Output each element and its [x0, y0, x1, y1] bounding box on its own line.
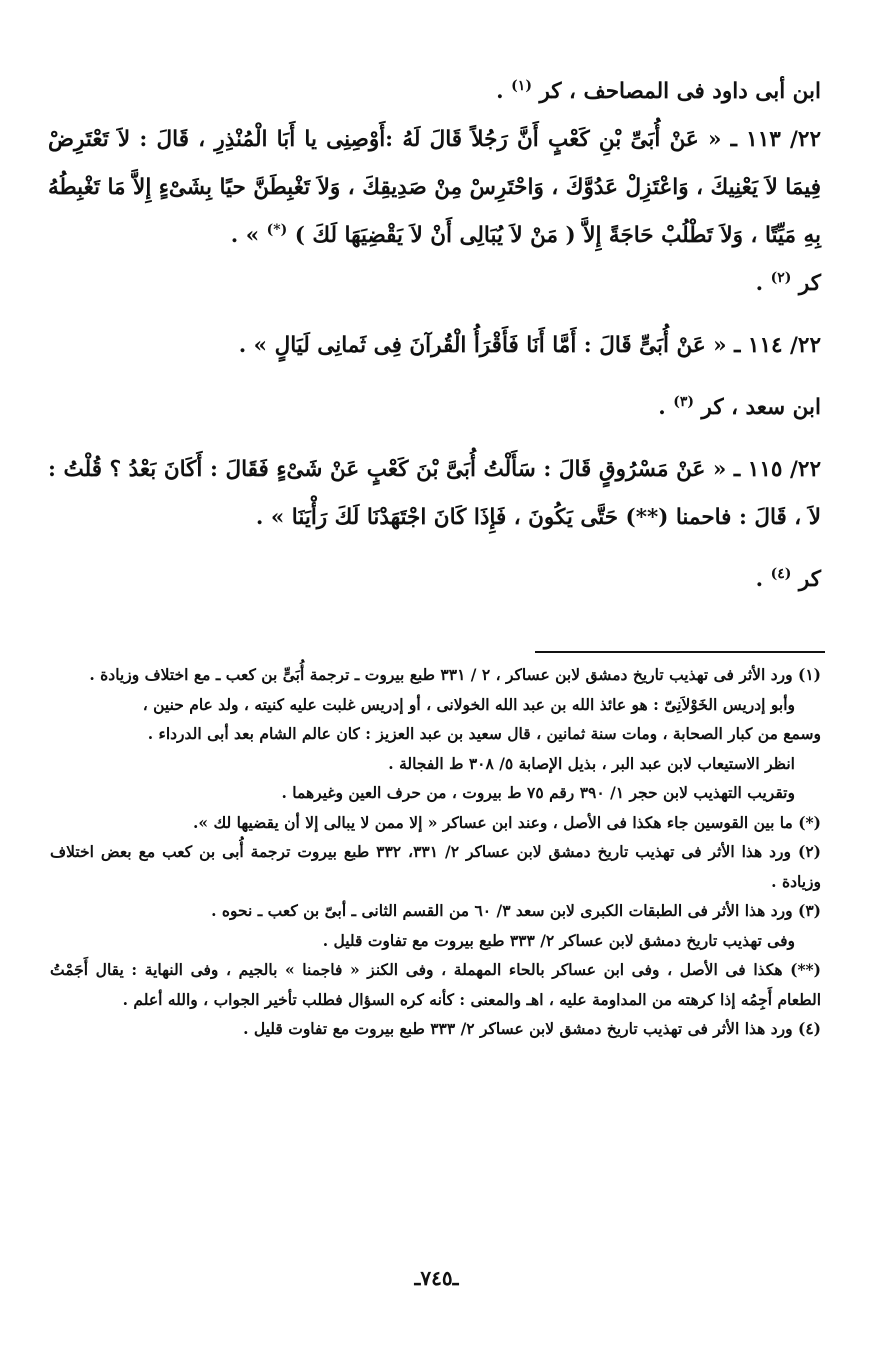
footnote-ref-4: (٤) — [770, 565, 792, 582]
footnote-3-note: وفى تهذيب تاريخ دمشق لابن عساكر ٢/ ٣٣٣ طبع بيروت مع تفاوت قليل . — [322, 930, 795, 950]
footnote-1-note-b: وسمع من كبار الصحابة ، ومات سنة ثمانين ، قال سعيد بن عبد العزيز : كان عالم الشام بعد أبى الدرداء . — [147, 724, 821, 743]
source-line-4: كر $^{(٤)}$ . — [755, 565, 821, 592]
footnote-ref-2: (٢) — [770, 269, 792, 286]
main-text — [48, 68, 821, 604]
footnote-ref-star: (*) — [266, 221, 288, 238]
footnote-double-star: (**) هكذا فى الأصل ، وفى ابن عساكر بالحاء المهملة ، وفى الكنز « فاجمنا » بالجيم ، وفى النهاية : يقال أَجَمْتُ الطعام أَجِمُه إذا كرهته من المداومة عليه ، اهـ والمعنى : كأنه كره السؤال فطلب تأخير الجواب ، والله أعلم . — [50, 960, 821, 1009]
hadith-113: ٢٢/ ١١٣ ـ « عَنْ أُبَىِّ بْنِ كَعْبٍ أَنَّ رَجُلاً قَالَ لَهُ :أَوْصِنِى يا أَبَا الْمُنْذِرِ ، قَالَ : لاَ تَعْتَرِضْ فِيمَا لاَ يَعْنِيكَ ، وَاعْتَزِلْ عَدُوَّكَ ، وَاحْتَرِسْ مِنْ صَدِيقِكَ ، وَلاَ تَغْبِطَنَّ حيًا بِشَىْءٍ إِلاَّ مَا تَغْبِطُهُ بِهِ مَيِّتًا ، وَلاَ تَطْلُبْ حَاجَةً إِلاَّ ( مَنْ لاَ يُبَالِى أَنْ لاَ يَقْضِيَهَا لَكَ ) (*) » . — [48, 127, 821, 248]
footnote-1: (١) ورد الأثر فى تهذيب تاريخ دمشق لابن عساكر ، ٢ / ٣٣١ طبع بيروت ـ ترجمة أُبَىٍّ بن كعب ـ مع اختلاف وزيادة . — [89, 665, 821, 684]
hadith-114: ٢٢/ ١١٤ ـ « عَنْ أُبَىٍّ قَالَ : أَمَّا أَنَا فَأَقْرَأُ الْقُرآنَ فِى ثَمانِى لَيَالٍ » . — [238, 333, 821, 358]
footnote-1-note-a: وأبو إدريس الخَوْلاَنِىّ : هو عائذ الله بن عبد الله الخولانى ، أو إدريس غلبت عليه كنيته ، ولد عام حنين ، — [142, 694, 795, 714]
footnote-1-note-c: انظر الاستيعاب لابن عبد البر ، بذيل الإصابة ٥/ ٣٠٨ ط الفجالة . — [388, 753, 795, 773]
footnote-3: (٣) ورد هذا الأثر فى الطبقات الكبرى لابن سعد ٣/ ٦٠ من القسم الثانى ـ أبىّ بن كعب ـ نحوه . — [211, 901, 821, 920]
footnote-2: (٢) ورد هذا الأثر فى تهذيب تاريخ دمشق لابن عساكر ٢/ ٣٣١، ٣٣٢ طبع بيروت ترجمة أُبى بن كعب مع بعض اختلاف وزيادة . — [50, 842, 821, 891]
footnote-4: (٤) ورد هذا الأثر فى تهذيب تاريخ دمشق لابن عساكر ٢/ ٣٣٣ طبع بيروت مع تفاوت قليل . — [243, 1019, 821, 1038]
page-number: ـ٧٤٥ـ — [414, 1266, 459, 1290]
footnote-separator — [535, 651, 825, 653]
hadith-115: ٢٢/ ١١٥ ـ « عَنْ مَسْرُوقٍ قَالَ : سَأَلْتُ أُبَىَّ بْنَ كَعْبٍ عَنْ شَىْءٍ فَقَالَ : أَكَانَ بَعْدُ ؟ قُلْتُ : لاَ ، قَالَ : فاحمنا (**) حَتَّى يَكُونَ ، فَإِذَا كَانَ اجْتَهَدْنَا لَكَ رَأْيَنَا » . — [48, 457, 821, 530]
footnote-ref-1: (١) — [511, 77, 532, 94]
footnote-ref-3: (٣) — [673, 393, 694, 410]
source-line-2: كر $^{(٢)}$ . — [755, 269, 821, 296]
footnote-star: (*) ما بين القوسين جاء هكذا فى الأصل ، وعند ابن عساكر « إلا ممن لا يبالى إلا أن يقضيها لك ». — [192, 812, 821, 832]
footnote-1-note-d: وتقريب التهذيب لابن حجر ١/ ٣٩٠ رقم ٧٥ ط بيروت ، من حرف العين وغيرهما . — [281, 783, 795, 802]
source-line-3: ابن سعد ، كر $^{(٣)}$ . — [658, 393, 821, 420]
source-line-1: ابن أبى داود فى المصاحف ، كر $^{(١)}$ . — [496, 77, 821, 104]
footnotes — [50, 660, 821, 1044]
